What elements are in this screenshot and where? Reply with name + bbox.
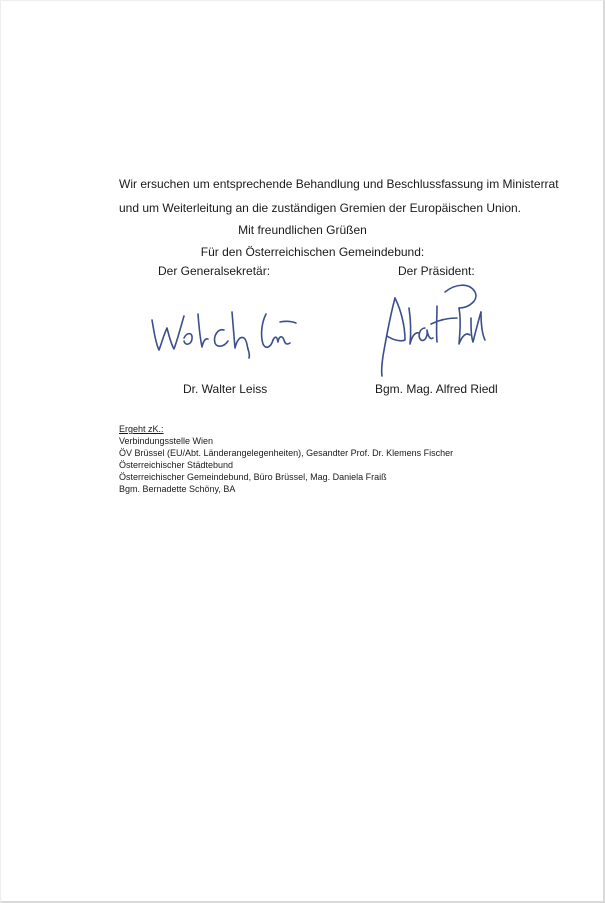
name-walter-leiss: Dr. Walter Leiss xyxy=(183,382,268,396)
distribution-recipient: Österreichischer Gemeindebund, Büro Brüssel, Mag. Daniela Fraiß xyxy=(119,472,387,482)
distribution-recipient: ÖV Brüssel (EU/Abt. Länderangelegenheiten), Gesandter Prof. Dr. Klemens Fischer xyxy=(119,448,454,458)
distribution-heading: Ergeht zK.: xyxy=(119,424,164,434)
role-secretary-general: Der Generalsekretär: xyxy=(158,264,271,278)
role-president: Der Präsident: xyxy=(398,264,475,278)
organization-line: Für den Österreichischen Gemeindebund: xyxy=(200,245,425,259)
body-paragraph xyxy=(119,172,559,220)
distribution-list xyxy=(119,423,453,495)
closing-greeting: Mit freundlichen Grüßen xyxy=(238,223,367,237)
distribution-recipient: Bgm. Bernadette Schöny, BA xyxy=(119,484,236,494)
distribution-recipient: Österreichischer Städtebund xyxy=(119,460,234,470)
distribution-recipient: Verbindungsstelle Wien xyxy=(119,436,214,446)
name-alfred-riedl: Bgm. Mag. Alfred Riedl xyxy=(375,382,498,396)
signature-alfred-riedl xyxy=(365,278,495,383)
body-line: Wir ersuchen um entsprechende Behandlung und Beschlussfassung im Ministerrat xyxy=(119,177,559,191)
body-line: und um Weiterleitung an die zuständigen Gremien der Europäischen Union. xyxy=(119,201,522,215)
signature-walter-leiss xyxy=(140,292,300,362)
